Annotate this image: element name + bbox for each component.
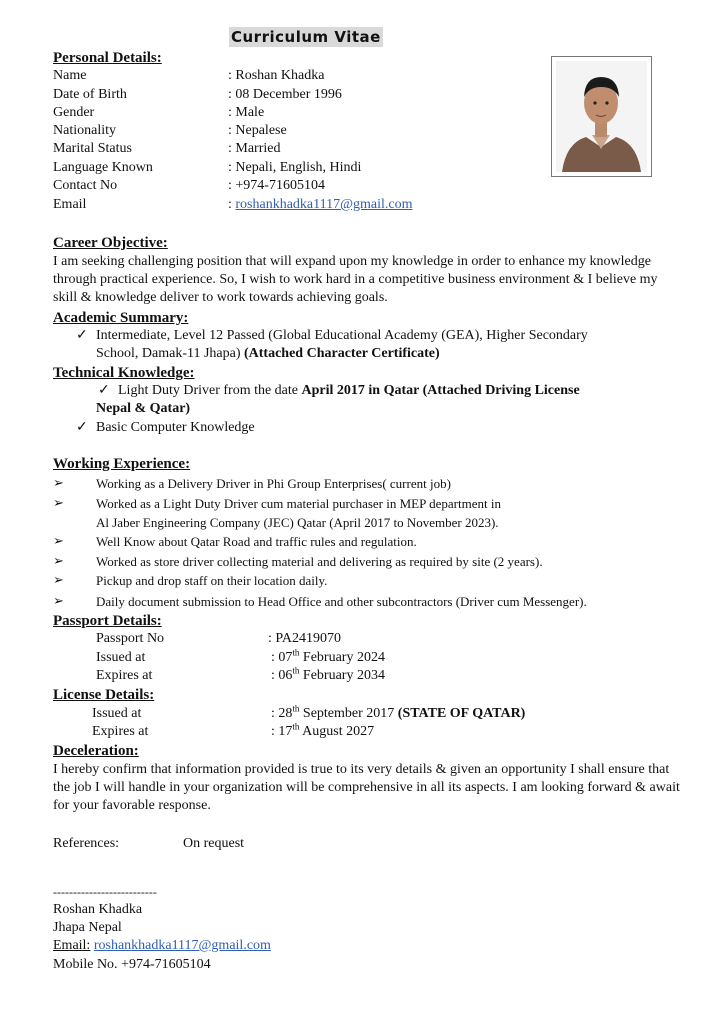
technical-item-2: Basic Computer Knowledge: [96, 420, 255, 435]
personal-details-heading: Personal Details:: [53, 50, 162, 66]
experience-item: Worked as store driver collecting material and delivering as required by site (2 years).: [96, 554, 543, 569]
references-label: References:: [53, 836, 120, 851]
personal-label: Marital Status: [53, 141, 132, 156]
license-expires-value: [271, 723, 374, 741]
career-objective-text: I am seeking challenging position that will expand upon my knowledge in order to enhance my knowledge through practical experience. So, I wish to work hard in a competitive business environment & I believe my skill & knowledge deliver to work towards achieving goals.: [53, 254, 658, 305]
email-colon: :: [228, 197, 232, 212]
signature-address: Jhapa Nepal: [53, 920, 122, 935]
career-objective-heading: Career Objective:: [53, 235, 168, 251]
check-icon: ✓: [98, 383, 110, 398]
academic-line-1: Intermediate, Level 12 Passed (Global Educational Academy (GEA), Higher Secondary: [96, 328, 588, 343]
arrow-bullet-icon: ➢: [53, 476, 64, 491]
technical-item-1-bold: April 2017 in Qatar (Attached Driving License: [301, 383, 580, 398]
personal-label: Language Known: [53, 160, 153, 175]
license-expires-date: August 2027: [299, 724, 375, 739]
signature-mobile: Mobile No. +974-71605104: [53, 957, 211, 972]
check-icon: ✓: [76, 328, 88, 343]
passport-expires-day: : 06: [271, 668, 293, 683]
declaration-text: I hereby confirm that information provided is true to its very details & given an opportunity I shall ensure that the job I will handle in your organization will be comprehensive in all its aspects. I am looking forward & await for your favorable response.: [53, 762, 680, 813]
person-photo-icon: [552, 57, 651, 176]
license-issued-date: September 2017: [299, 706, 398, 721]
personal-label: Contact No: [53, 178, 118, 193]
license-expires-suffix: th: [292, 721, 300, 732]
academic-summary-heading: Academic Summary:: [53, 310, 189, 326]
arrow-bullet-icon: ➢: [53, 534, 64, 549]
signature-email-label: Email:: [53, 938, 91, 953]
email-label: Email: [53, 197, 87, 212]
license-expires-day: : 17: [271, 724, 293, 739]
declaration-heading: Deceleration:: [53, 743, 139, 759]
technical-item-1: [118, 382, 580, 400]
passport-expires-value: [271, 667, 385, 685]
passport-expires-suffix: th: [292, 665, 300, 676]
personal-label: Nationality: [53, 123, 116, 138]
personal-value: : 08 December 1996: [228, 87, 342, 102]
license-issued-value: [271, 705, 525, 723]
arrow-bullet-icon: ➢: [53, 573, 64, 588]
technical-item-1-text: Light Duty Driver from the date: [118, 383, 302, 398]
personal-label: Date of Birth: [53, 87, 127, 102]
personal-value: : Married: [228, 141, 281, 156]
passport-details-heading: Passport Details:: [53, 613, 162, 629]
signature-email: [53, 937, 271, 955]
passport-issued-date: February 2024: [299, 650, 385, 665]
signature-line: --------------------------: [53, 885, 157, 899]
email-link[interactable]: roshankhadka1117@gmail.com: [235, 197, 413, 212]
passport-issued-day: : 07: [271, 650, 293, 665]
academic-line-2: [96, 345, 440, 363]
personal-label: Name: [53, 68, 87, 83]
passport-issued-suffix: th: [292, 647, 300, 658]
passport-no-label: Passport No: [96, 631, 165, 646]
personal-value: : Nepali, English, Hindi: [228, 160, 362, 175]
passport-expires-date: February 2034: [299, 668, 385, 683]
experience-item: Working as a Delivery Driver in Phi Group Enterprises( current job): [96, 476, 451, 491]
experience-item: Pickup and drop staff on their location daily.: [96, 573, 328, 588]
experience-item: Daily document submission to Head Office and other subcontractors (Driver cum Messenger).: [96, 594, 587, 609]
email-value: [228, 196, 412, 214]
passport-issued-value: [271, 649, 385, 667]
signature-email-link[interactable]: roshankhadka1117@gmail.com: [93, 938, 271, 953]
license-expires-label: Expires at: [92, 724, 149, 739]
license-details-heading: License Details:: [53, 687, 155, 703]
experience-item-continuation: Al Jaber Engineering Company (JEC) Qatar (April 2017 to November 2023).: [96, 515, 499, 530]
working-experience-heading: Working Experience:: [53, 456, 191, 472]
technical-knowledge-heading: Technical Knowledge:: [53, 365, 195, 381]
license-issued-label: Issued at: [92, 706, 142, 721]
passport-no-value: : PA2419070: [268, 631, 342, 646]
arrow-bullet-icon: ➢: [53, 594, 64, 609]
references-value: On request: [183, 836, 245, 851]
experience-item: Worked as a Light Duty Driver cum material purchaser in MEP department in: [96, 496, 501, 511]
passport-issued-label: Issued at: [96, 650, 146, 665]
check-icon: ✓: [76, 420, 88, 435]
license-issued-day: : 28: [271, 706, 293, 721]
license-issued-state: (STATE OF QATAR): [397, 706, 526, 721]
technical-item-1-cont: [96, 400, 190, 418]
signature-name: Roshan Khadka: [53, 902, 143, 917]
arrow-bullet-icon: ➢: [53, 496, 64, 511]
personal-value: : Male: [228, 105, 265, 120]
profile-photo: [551, 56, 652, 177]
experience-item: Well Know about Qatar Road and traffic rules and regulation.: [96, 534, 417, 549]
personal-label: Gender: [53, 105, 95, 120]
personal-value: : Nepalese: [228, 123, 287, 138]
academic-school: School, Damak-11 Jhapa): [96, 346, 244, 361]
document-title: Curriculum Vitae: [231, 28, 381, 46]
passport-expires-label: Expires at: [96, 668, 153, 683]
personal-value: : Roshan Khadka: [228, 68, 325, 83]
academic-attachment: (Attached Character Certificate): [244, 346, 440, 361]
personal-value: : +974-71605104: [228, 178, 325, 193]
arrow-bullet-icon: ➢: [53, 554, 64, 569]
license-issued-suffix: th: [292, 703, 300, 714]
technical-item-1-bold-cont: Nepal & Qatar): [96, 401, 191, 416]
